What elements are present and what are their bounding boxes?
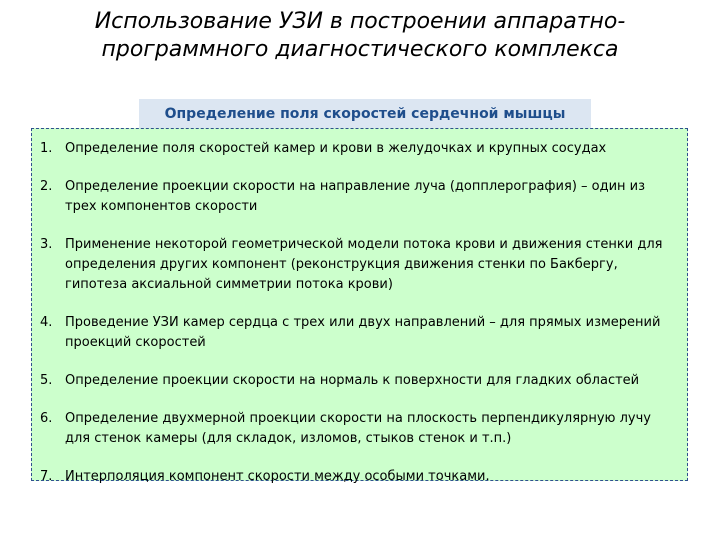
- content-box: [31, 128, 688, 484]
- list-item: [40, 313, 679, 353]
- item-text: Определение проекции скорости на нормаль к поверхности для гладких областей: [65, 373, 640, 388]
- list-item: [40, 467, 679, 487]
- item-text: Определение поля скоростей камер и крови в желудочках и крупных сосудах: [65, 141, 607, 156]
- item-number: 7.: [40, 469, 53, 484]
- item-number: 3.: [40, 237, 53, 252]
- numbered-list: [40, 139, 679, 487]
- item-text: Определение проекции скорости на направление луча (допплерография) – один из трех компонентов скорости: [65, 179, 646, 214]
- item-number: 6.: [40, 411, 53, 426]
- item-text: Проведение УЗИ камер сердца с трех или двух направлений – для прямых измерений проекций скоростей: [65, 315, 661, 350]
- item-number: 1.: [40, 141, 53, 156]
- list-item: [40, 177, 679, 217]
- slide-title: Использование УЗИ в построении аппаратно-программного диагностического комплекса: [94, 9, 626, 62]
- subtitle-text: Определение поля скоростей сердечной мышцы: [164, 106, 566, 122]
- list-item: [40, 409, 679, 449]
- item-number: 5.: [40, 373, 53, 388]
- item-number: 4.: [40, 315, 53, 330]
- item-text: Интерполяция компонент скорости между особыми точками.: [65, 469, 490, 484]
- subtitle-banner: [139, 99, 591, 129]
- list-item: [40, 371, 679, 391]
- list-item: [40, 235, 679, 295]
- item-text: Определение двухмерной проекции скорости на плоскость перпендикулярную лучу для стенок камеры (для складок, изломов, стыков стенок и т.п.): [65, 411, 651, 446]
- item-number: 2.: [40, 179, 53, 194]
- item-text: Применение некоторой геометрической модели потока крови и движения стенки для определения других компонент (реконструкция движения стенки по Бакбергу, гипотеза аксиальной симметрии потока крови): [65, 237, 663, 292]
- list-item: [40, 139, 679, 159]
